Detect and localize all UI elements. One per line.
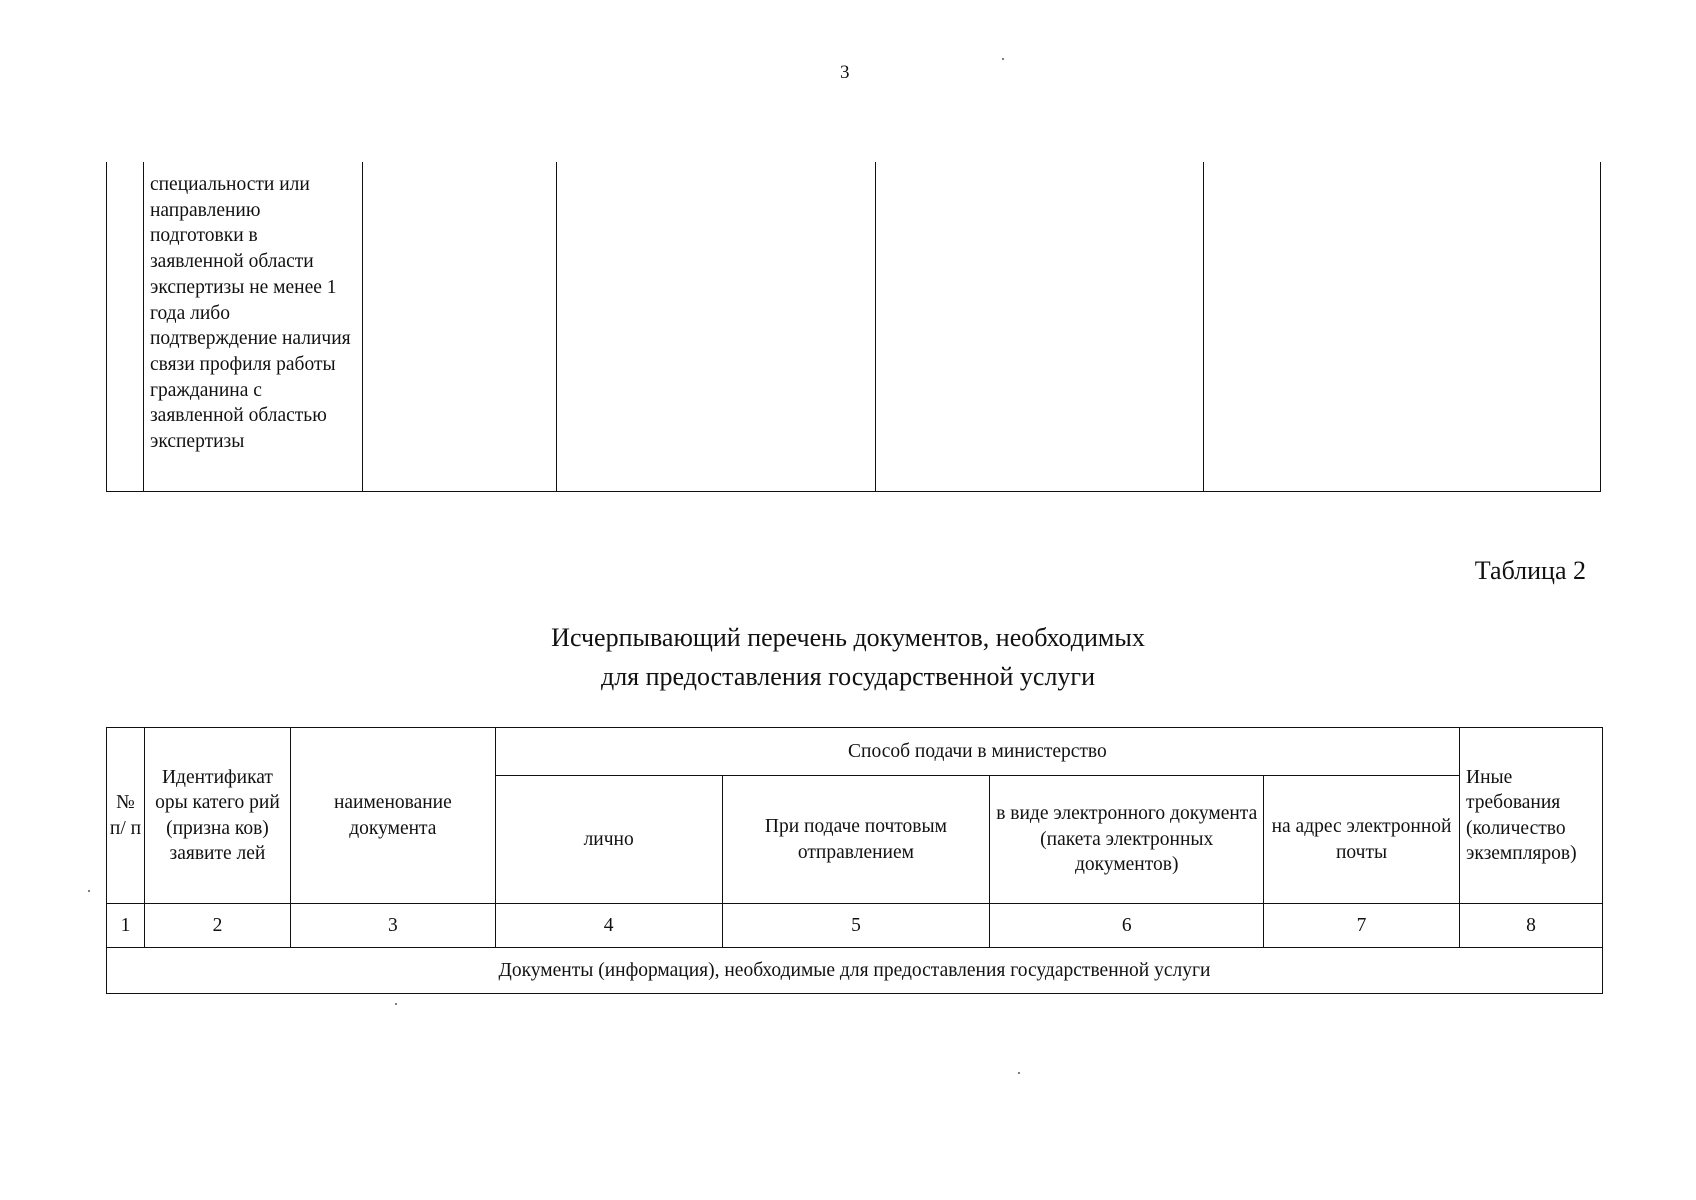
column-number: 6 [990,904,1264,948]
table1-cell-empty [1204,162,1601,492]
table2 [106,727,1603,994]
column-number: 8 [1459,904,1602,948]
header-number: № п/ п [107,728,145,904]
table-title-line-1: Исчерпывающий перечень документов, необходимых [551,623,1145,652]
header-by-mail: При подаче почтовым отправлением [722,776,990,904]
table1-cell-text: специальности или направлению подготовки в заявленной области экспертизы не менее 1 года либо подтверждение наличия связи профиля работы гражданина с заявленной областью экспертизы [143,162,362,492]
column-number: 2 [144,904,290,948]
scan-speck [395,1003,397,1005]
column-number: 7 [1264,904,1460,948]
scan-speck [1002,58,1004,60]
column-number: 4 [495,904,722,948]
header-in-person: лично [495,776,722,904]
header-document-name: наименование документа [290,728,495,904]
scan-speck [88,890,90,892]
table1-cell-empty [556,162,875,492]
header-electronic-document: в виде электронного документа (пакета электронных документов) [990,776,1264,904]
column-number: 5 [722,904,990,948]
column-number: 3 [290,904,495,948]
header-email: на адрес электронной почты [1264,776,1460,904]
column-number: 1 [107,904,145,948]
table1-cell-empty [875,162,1204,492]
table-title-line-2: для предоставления государственной услуги [600,662,1096,691]
page-number: 3 [840,62,850,83]
table1-cell-empty [362,162,556,492]
table1-cell-number [107,162,144,492]
table-label: Таблица 2 [1474,556,1586,585]
section-row: Документы (информация), необходимые для предоставления государственной услуги [107,948,1603,994]
header-applicant-categories: Идентификат оры катего рий (призна ков) заявите лей [144,728,290,904]
table-title [0,618,1696,696]
header-other-requirements: Иные требования (количество экземпляров) [1459,728,1602,904]
header-submission-method: Способ подачи в министерство [495,728,1459,776]
table1-continuation [106,162,1601,492]
scan-speck [1018,1072,1020,1074]
